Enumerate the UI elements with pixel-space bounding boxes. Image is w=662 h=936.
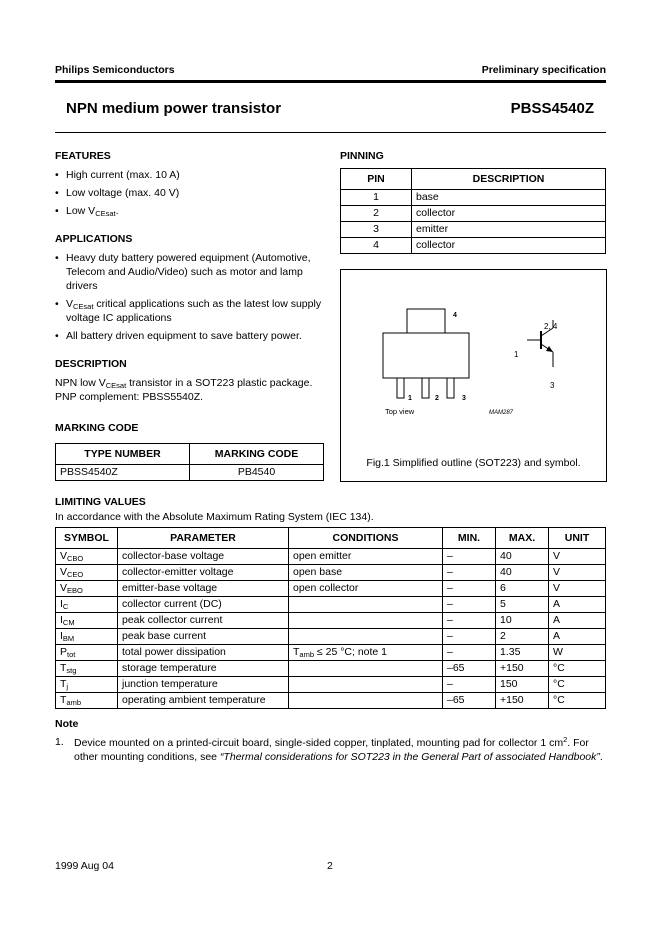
table-row: 1 base bbox=[341, 190, 606, 206]
symbol-emitter-label: 3 bbox=[550, 381, 555, 390]
table-row: $T_j$ junction temperature – 150 °C bbox=[56, 677, 606, 693]
marking-code: PB4540 bbox=[190, 465, 324, 481]
table-row: 4 collector bbox=[341, 238, 606, 254]
lead-1 bbox=[397, 378, 404, 398]
table-row: 3 emitter bbox=[341, 222, 606, 238]
table-row: $V_{EBO}$ emitter-base voltage open collector – 6 V bbox=[56, 581, 606, 597]
feature-item: • High current (max. 10 A) bbox=[55, 168, 330, 182]
marking-heading: MARKING CODE bbox=[55, 422, 139, 434]
body-outline bbox=[383, 333, 469, 378]
limiting-table bbox=[55, 527, 606, 709]
col-symbol: SYMBOL bbox=[56, 528, 118, 549]
limiting-subheading: In accordance with the Absolute Maximum Rating System (IEC 134). bbox=[55, 511, 374, 523]
spec-type: Preliminary specification bbox=[481, 64, 606, 76]
limiting-heading: LIMITING VALUES bbox=[55, 496, 146, 508]
company-name: Philips Semiconductors bbox=[55, 64, 175, 76]
marking-table bbox=[55, 443, 324, 481]
pinning-heading: PINNING bbox=[340, 150, 384, 162]
table-row: 2 collector bbox=[341, 206, 606, 222]
description-line: PNP complement: PBSS5540Z. bbox=[55, 391, 204, 403]
left-column bbox=[55, 150, 330, 434]
col-parameter: PARAMETER bbox=[118, 528, 289, 549]
page-number: 2 bbox=[327, 860, 333, 872]
application-item: • $V_{CEsat}$ critical applications such as the latest low supply voltage IC applications bbox=[55, 297, 327, 325]
symbol-collector-label: 2, 4 bbox=[544, 322, 558, 331]
lead-2 bbox=[422, 378, 429, 398]
header-rule-thick bbox=[55, 80, 606, 83]
title-rule bbox=[55, 132, 606, 133]
lead-3 bbox=[447, 378, 454, 398]
table-row: $I_{CM}$ peak collector current – 10 A bbox=[56, 613, 606, 629]
marking-col-code: MARKING CODE bbox=[190, 444, 324, 465]
pin-col: PIN bbox=[341, 169, 412, 190]
pin-2-label: 2 bbox=[435, 395, 439, 402]
table-row: $P_{tot}$ total power dissipation $T_{amb} \le 25$ °C; note 1 – 1.35 W bbox=[56, 645, 606, 661]
table-row: $V_{CBO}$ collector-base voltage open emitter – 40 V bbox=[56, 549, 606, 565]
footer-date: 1999 Aug 04 bbox=[55, 860, 114, 872]
col-max: MAX. bbox=[496, 528, 549, 549]
part-number: PBSS4540Z bbox=[510, 100, 594, 117]
marking-type-number: PBSS4540Z bbox=[56, 465, 190, 481]
applications-list bbox=[55, 251, 327, 343]
col-conditions: CONDITIONS bbox=[289, 528, 443, 549]
marking-col-type: TYPE NUMBER bbox=[56, 444, 190, 465]
applications-heading: APPLICATIONS bbox=[55, 233, 133, 245]
description-line: NPN low $V_{CEsat}$ transistor in a SOT223 plastic package. bbox=[55, 377, 313, 390]
outline-figure bbox=[340, 269, 607, 482]
note-number: 1. bbox=[55, 736, 64, 748]
table-row: $I_{BM}$ peak base current – 2 A bbox=[56, 629, 606, 645]
feature-item: • Low voltage (max. 40 V) bbox=[55, 186, 330, 200]
product-title: NPN medium power transistor bbox=[66, 100, 282, 117]
table-row: $T_{amb}$ operating ambient temperature –65 +150 °C bbox=[56, 693, 606, 709]
tab-outline bbox=[407, 309, 445, 333]
features-heading: FEATURES bbox=[55, 150, 111, 162]
pin-3-label: 3 bbox=[462, 395, 466, 402]
symbol-base-label: 1 bbox=[514, 350, 519, 359]
pin-4-label: 4 bbox=[453, 312, 457, 319]
col-unit: UNIT bbox=[549, 528, 606, 549]
feature-item: • Low $V_{CEsat}$. bbox=[55, 204, 330, 218]
figure-caption: Fig.1 Simplified outline (SOT223) and symbol. bbox=[366, 457, 581, 469]
features-list bbox=[55, 168, 330, 218]
pin-1-label: 1 bbox=[408, 395, 412, 402]
pin-desc-col: DESCRIPTION bbox=[412, 169, 606, 190]
drawing-code: MAM287 bbox=[489, 410, 514, 416]
application-item: • All battery driven equipment to save battery power. bbox=[55, 329, 327, 343]
pinning-table bbox=[340, 168, 606, 254]
table-row: $V_{CEO}$ collector-emitter voltage open base – 40 V bbox=[56, 565, 606, 581]
table-row: $I_C$ collector current (DC) – 5 A bbox=[56, 597, 606, 613]
note-heading: Note bbox=[55, 718, 79, 730]
sot223-outline-drawing bbox=[341, 270, 606, 481]
description-heading: DESCRIPTION bbox=[55, 358, 127, 370]
top-view-label: Top view bbox=[385, 407, 415, 416]
note-text: Device mounted on a printed-circuit board, single-sided copper, tinplated, mounting pad for collector 1 $cm^2$. For other mounting conditions, see “Thermal considerations for SOT223 in the General Part of associated Handbook”. bbox=[74, 735, 603, 763]
col-min: MIN. bbox=[443, 528, 496, 549]
table-row: $T_{stg}$ storage temperature –65 +150 °C bbox=[56, 661, 606, 677]
application-item: • Heavy duty battery powered equipment (Automotive, Telecom and Audio/Video) such as motor and lamp drivers bbox=[55, 251, 327, 293]
emitter-arrow bbox=[546, 346, 553, 352]
